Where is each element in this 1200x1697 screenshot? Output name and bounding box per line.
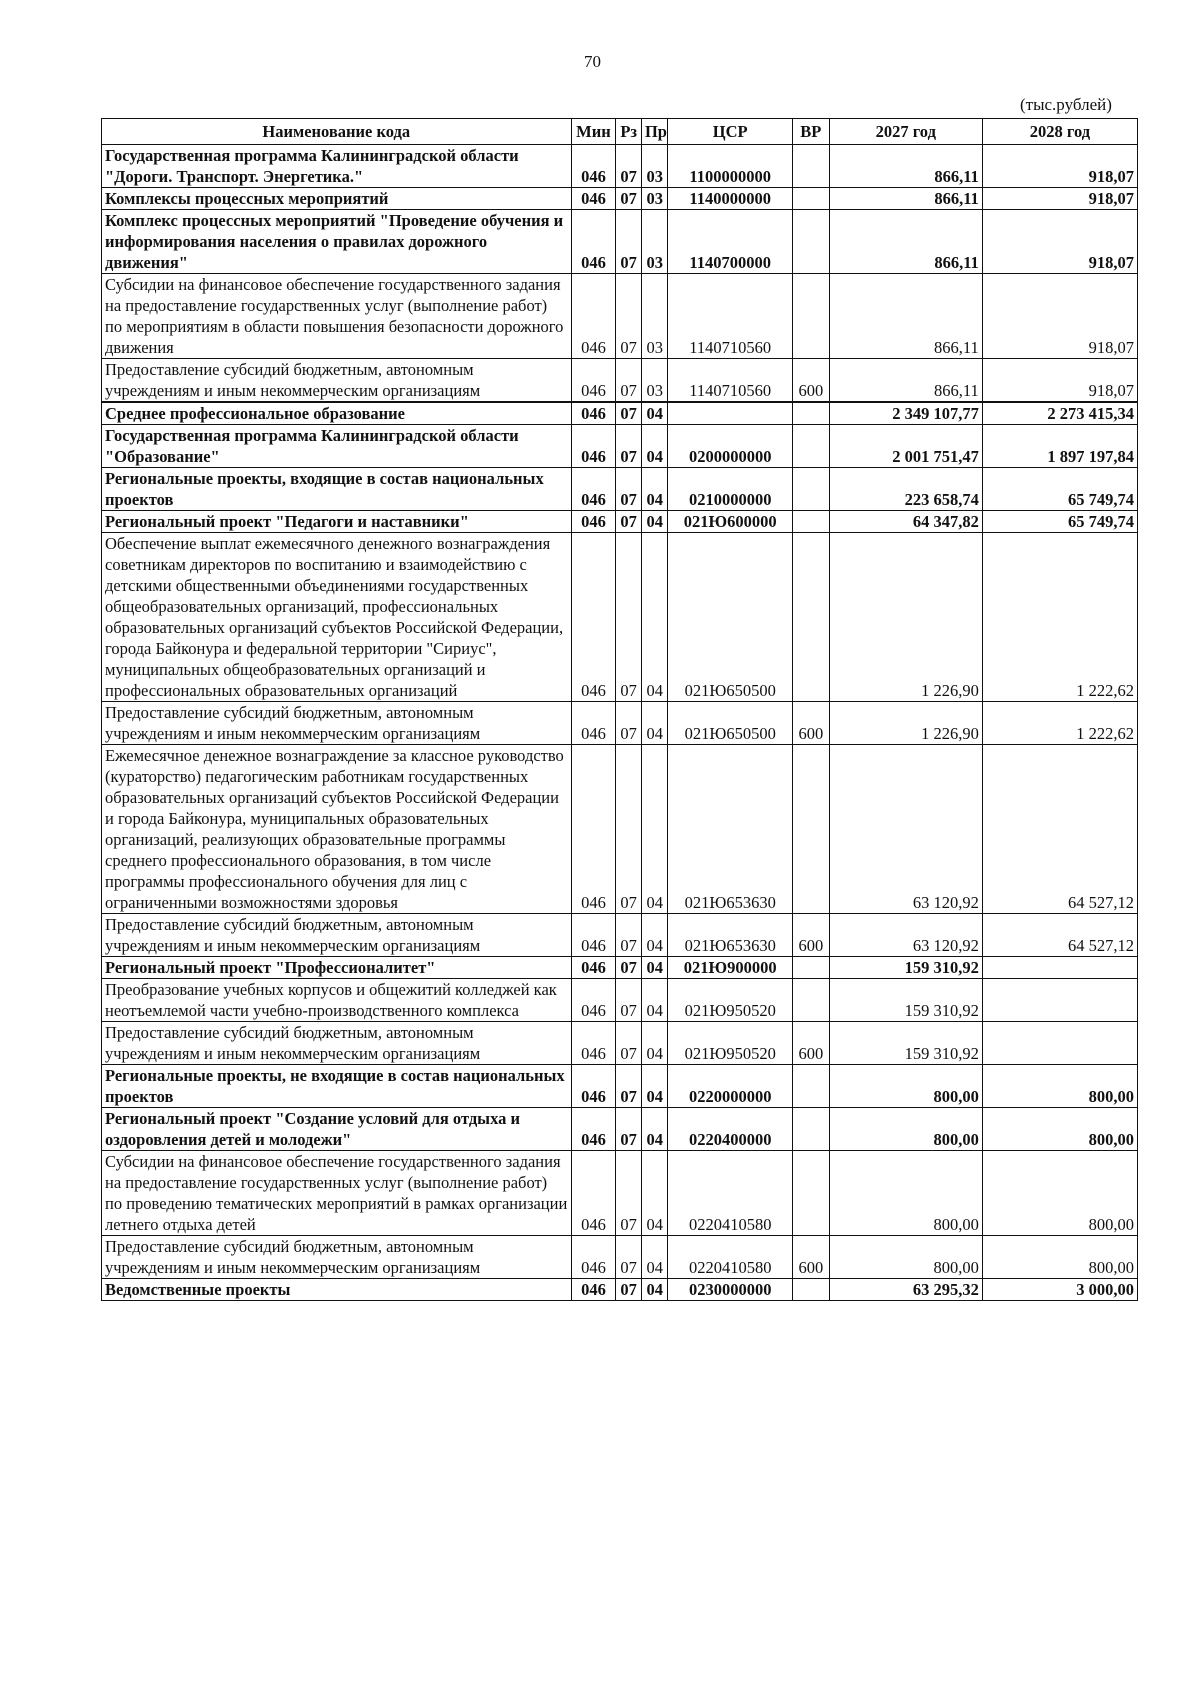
row-amount-2027: 866,11 [829, 145, 982, 188]
row-amount-2028: 65 749,74 [982, 468, 1137, 511]
row-vr [792, 533, 829, 702]
table-row [102, 210, 1138, 274]
row-pr: 04 [641, 533, 668, 702]
row-pr: 03 [641, 210, 668, 274]
table-row [102, 274, 1138, 359]
row-min: 046 [571, 745, 616, 914]
row-rz: 07 [616, 957, 642, 979]
row-csr: 1100000000 [668, 145, 793, 188]
table-row [102, 359, 1138, 403]
row-min: 046 [571, 533, 616, 702]
row-pr: 04 [641, 425, 668, 468]
row-amount-2028: 918,07 [982, 188, 1137, 210]
row-rz: 07 [616, 468, 642, 511]
row-min: 046 [571, 145, 616, 188]
row-rz: 07 [616, 1065, 642, 1108]
row-name: Региональный проект "Создание условий для отдыха и оздоровления детей и молодежи" [102, 1108, 572, 1151]
row-vr: 600 [792, 702, 829, 745]
row-vr [792, 425, 829, 468]
row-rz: 07 [616, 1108, 642, 1151]
header-min: Мин [571, 119, 616, 145]
row-vr [792, 468, 829, 511]
row-vr [792, 511, 829, 533]
row-vr [792, 1279, 829, 1301]
row-csr: 021Ю650500 [668, 533, 793, 702]
row-name: Предоставление субсидий бюджетным, автономным учреждениям и иным некоммерческим организациям [102, 359, 572, 403]
row-pr: 04 [641, 1279, 668, 1301]
row-amount-2027: 866,11 [829, 359, 982, 403]
table-row [102, 188, 1138, 210]
row-amount-2027: 159 310,92 [829, 979, 982, 1022]
row-name: Комплекс процессных мероприятий "Проведение обучения и информирования населения о правилах дорожного движения" [102, 210, 572, 274]
row-pr: 04 [641, 745, 668, 914]
row-rz: 07 [616, 745, 642, 914]
row-vr: 600 [792, 359, 829, 403]
row-csr: 021Ю600000 [668, 511, 793, 533]
row-amount-2028: 800,00 [982, 1151, 1137, 1236]
row-vr [792, 957, 829, 979]
row-rz: 07 [616, 979, 642, 1022]
header-vr: ВР [792, 119, 829, 145]
row-min: 046 [571, 1151, 616, 1236]
table-row [102, 1279, 1138, 1301]
row-rz: 07 [616, 1236, 642, 1279]
row-pr: 03 [641, 145, 668, 188]
table-row [102, 702, 1138, 745]
row-csr: 0200000000 [668, 425, 793, 468]
row-rz: 07 [616, 702, 642, 745]
row-csr: 021Ю900000 [668, 957, 793, 979]
row-name: Предоставление субсидий бюджетным, автономным учреждениям и иным некоммерческим организациям [102, 702, 572, 745]
row-rz: 07 [616, 1022, 642, 1065]
row-amount-2028: 65 749,74 [982, 511, 1137, 533]
row-pr: 04 [641, 468, 668, 511]
row-amount-2028: 918,07 [982, 274, 1137, 359]
row-vr [792, 1108, 829, 1151]
table-row [102, 1065, 1138, 1108]
row-vr: 600 [792, 914, 829, 957]
budget-table [101, 118, 1138, 1301]
row-amount-2028: 800,00 [982, 1065, 1137, 1108]
row-name: Обеспечение выплат ежемесячного денежного вознаграждения советникам директоров по воспитанию и взаимодействию с детскими общественными объединениями государственных общеобразовательных организаций, профессиональных образовательных организаций субъектов Российской Федерации, города Байконура и федеральной территории "Сириус", муниципальных общеобразовательных организаций и профессиональных образовательных организаций [102, 533, 572, 702]
row-csr: 0220410580 [668, 1236, 793, 1279]
row-min: 046 [571, 188, 616, 210]
row-name: Среднее профессиональное образование [102, 402, 572, 425]
row-min: 046 [571, 1022, 616, 1065]
row-pr: 04 [641, 914, 668, 957]
row-vr [792, 1065, 829, 1108]
header-2028: 2028 год [982, 119, 1137, 145]
row-csr: 021Ю950520 [668, 1022, 793, 1065]
row-rz: 07 [616, 1151, 642, 1236]
row-amount-2028: 918,07 [982, 359, 1137, 403]
row-name: Ежемесячное денежное вознаграждение за классное руководство (кураторство) педагогическим работникам государственных образовательных организаций субъектов Российской Федерации и города Байконура, муниципальных образовательных организаций, реализующих образовательные программы среднего профессионального образования, в том числе программы профессионального обучения для лиц с ограниченными возможностями здоровья [102, 745, 572, 914]
row-rz: 07 [616, 359, 642, 403]
row-pr: 03 [641, 274, 668, 359]
row-amount-2027: 866,11 [829, 274, 982, 359]
row-amount-2027: 1 226,90 [829, 533, 982, 702]
row-amount-2028: 918,07 [982, 145, 1137, 188]
row-csr [668, 402, 793, 425]
row-name: Государственная программа Калининградской области "Дороги. Транспорт. Энергетика." [102, 145, 572, 188]
row-csr: 1140710560 [668, 274, 793, 359]
row-vr [792, 402, 829, 425]
row-vr [792, 979, 829, 1022]
row-vr [792, 745, 829, 914]
table-row [102, 1022, 1138, 1065]
row-amount-2027: 800,00 [829, 1236, 982, 1279]
row-amount-2027: 159 310,92 [829, 957, 982, 979]
row-csr: 0220400000 [668, 1108, 793, 1151]
row-min: 046 [571, 511, 616, 533]
row-pr: 04 [641, 1065, 668, 1108]
row-amount-2028: 3 000,00 [982, 1279, 1137, 1301]
row-amount-2027: 800,00 [829, 1151, 982, 1236]
table-body [102, 145, 1138, 1301]
row-pr: 03 [641, 359, 668, 403]
row-name: Субсидии на финансовое обеспечение государственного задания на предоставление государственных услуг (выполнение работ) по проведению тематических мероприятий в рамках организации летнего отдыха детей [102, 1151, 572, 1236]
row-pr: 04 [641, 702, 668, 745]
table-row [102, 468, 1138, 511]
row-name: Ведомственные проекты [102, 1279, 572, 1301]
row-pr: 04 [641, 402, 668, 425]
row-csr: 1140700000 [668, 210, 793, 274]
row-amount-2028 [982, 979, 1137, 1022]
row-amount-2027: 866,11 [829, 210, 982, 274]
row-amount-2028: 918,07 [982, 210, 1137, 274]
row-min: 046 [571, 359, 616, 403]
table-row [102, 533, 1138, 702]
row-pr: 04 [641, 1022, 668, 1065]
row-amount-2027: 159 310,92 [829, 1022, 982, 1065]
row-csr: 021Ю650500 [668, 702, 793, 745]
row-name: Преобразование учебных корпусов и общежитий колледжей как неотъемлемой части учебно-производственного комплекса [102, 979, 572, 1022]
table-row [102, 1151, 1138, 1236]
row-name: Предоставление субсидий бюджетным, автономным учреждениям и иным некоммерческим организациям [102, 914, 572, 957]
row-rz: 07 [616, 402, 642, 425]
table-row [102, 1108, 1138, 1151]
row-vr [792, 1151, 829, 1236]
row-amount-2027: 223 658,74 [829, 468, 982, 511]
table-row [102, 145, 1138, 188]
row-min: 046 [571, 274, 616, 359]
row-amount-2027: 866,11 [829, 188, 982, 210]
table-row [102, 914, 1138, 957]
row-amount-2027: 2 349 107,77 [829, 402, 982, 425]
row-csr: 0220000000 [668, 1065, 793, 1108]
row-amount-2028: 1 222,62 [982, 702, 1137, 745]
row-vr [792, 210, 829, 274]
row-min: 046 [571, 425, 616, 468]
row-amount-2027: 63 120,92 [829, 914, 982, 957]
row-amount-2028 [982, 1022, 1137, 1065]
row-amount-2028: 1 897 197,84 [982, 425, 1137, 468]
table-row [102, 511, 1138, 533]
table-row [102, 1236, 1138, 1279]
row-name: Региональные проекты, не входящие в состав национальных проектов [102, 1065, 572, 1108]
row-min: 046 [571, 1236, 616, 1279]
page-number: 70 [584, 52, 601, 71]
row-amount-2027: 800,00 [829, 1065, 982, 1108]
row-csr: 021Ю950520 [668, 979, 793, 1022]
row-amount-2028: 1 222,62 [982, 533, 1137, 702]
row-pr: 04 [641, 1236, 668, 1279]
row-rz: 07 [616, 145, 642, 188]
row-rz: 07 [616, 1279, 642, 1301]
row-vr: 600 [792, 1236, 829, 1279]
header-pr: Пр [641, 119, 668, 145]
row-min: 046 [571, 1279, 616, 1301]
row-vr [792, 188, 829, 210]
row-name: Предоставление субсидий бюджетным, автономным учреждениям и иным некоммерческим организациям [102, 1236, 572, 1279]
row-pr: 04 [641, 957, 668, 979]
row-min: 046 [571, 914, 616, 957]
row-min: 046 [571, 402, 616, 425]
table-row [102, 402, 1138, 425]
row-rz: 07 [616, 533, 642, 702]
row-min: 046 [571, 979, 616, 1022]
row-amount-2028 [982, 957, 1137, 979]
row-min: 046 [571, 1065, 616, 1108]
row-rz: 07 [616, 274, 642, 359]
header-2027: 2027 год [829, 119, 982, 145]
row-name: Государственная программа Калининградской области "Образование" [102, 425, 572, 468]
row-amount-2027: 2 001 751,47 [829, 425, 982, 468]
table-row [102, 957, 1138, 979]
row-name: Региональные проекты, входящие в состав национальных проектов [102, 468, 572, 511]
row-csr: 0220410580 [668, 1151, 793, 1236]
row-csr: 1140710560 [668, 359, 793, 403]
row-vr [792, 274, 829, 359]
row-min: 046 [571, 957, 616, 979]
row-pr: 04 [641, 979, 668, 1022]
row-pr: 04 [641, 511, 668, 533]
row-rz: 07 [616, 914, 642, 957]
row-amount-2028: 800,00 [982, 1108, 1137, 1151]
row-csr: 021Ю653630 [668, 745, 793, 914]
row-min: 046 [571, 468, 616, 511]
row-min: 046 [571, 702, 616, 745]
row-vr [792, 145, 829, 188]
row-min: 046 [571, 1108, 616, 1151]
row-amount-2028: 800,00 [982, 1236, 1137, 1279]
table-row [102, 979, 1138, 1022]
row-name: Региональный проект "Педагоги и наставники" [102, 511, 572, 533]
row-amount-2027: 63 295,32 [829, 1279, 982, 1301]
row-name: Комплексы процессных мероприятий [102, 188, 572, 210]
row-pr: 04 [641, 1151, 668, 1236]
row-amount-2028: 64 527,12 [982, 914, 1137, 957]
row-rz: 07 [616, 210, 642, 274]
table-row [102, 745, 1138, 914]
row-pr: 03 [641, 188, 668, 210]
row-pr: 04 [641, 1108, 668, 1151]
table-row [102, 425, 1138, 468]
row-csr: 1140000000 [668, 188, 793, 210]
row-amount-2027: 800,00 [829, 1108, 982, 1151]
header-name: Наименование кода [102, 119, 572, 145]
row-rz: 07 [616, 511, 642, 533]
row-name: Субсидии на финансовое обеспечение государственного задания на предоставление государственных услуг (выполнение работ) по мероприятиям в области повышения безопасности дорожного движения [102, 274, 572, 359]
row-csr: 021Ю653630 [668, 914, 793, 957]
row-amount-2028: 64 527,12 [982, 745, 1137, 914]
header-rz: Рз [616, 119, 642, 145]
row-rz: 07 [616, 425, 642, 468]
row-name: Региональный проект "Профессионалитет" [102, 957, 572, 979]
row-csr: 0210000000 [668, 468, 793, 511]
row-amount-2028: 2 273 415,34 [982, 402, 1137, 425]
row-amount-2027: 1 226,90 [829, 702, 982, 745]
row-min: 046 [571, 210, 616, 274]
header-csr: ЦСР [668, 119, 793, 145]
row-amount-2027: 64 347,82 [829, 511, 982, 533]
table-header-row [102, 119, 1138, 145]
units-label: (тыс.рублей) [1020, 95, 1112, 114]
row-amount-2027: 63 120,92 [829, 745, 982, 914]
row-csr: 0230000000 [668, 1279, 793, 1301]
row-vr: 600 [792, 1022, 829, 1065]
row-rz: 07 [616, 188, 642, 210]
row-name: Предоставление субсидий бюджетным, автономным учреждениям и иным некоммерческим организациям [102, 1022, 572, 1065]
